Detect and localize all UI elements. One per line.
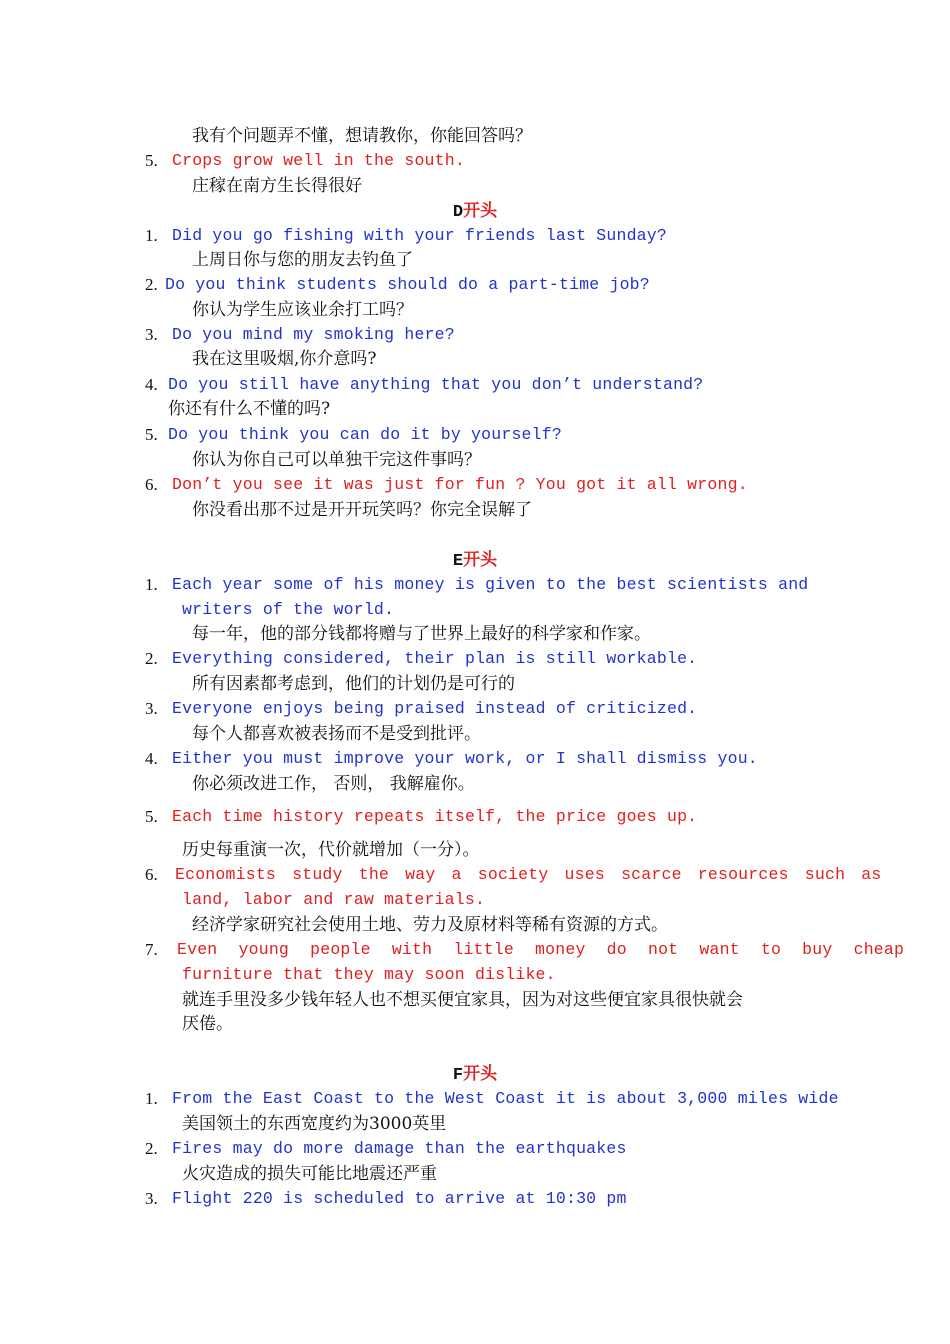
c-item-5-sentence: Crops grow well in the south. (172, 151, 465, 170)
section-heading-f (0, 1062, 950, 1088)
f-item-1-translation: 美国领土的东西宽度约为3000英里 (182, 1114, 447, 1134)
d-item-1-translation: 上周日你与您的朋友去钓鱼了 (192, 250, 413, 270)
d-item-4-sentence: Do you still have anything that you don’t understand? (168, 375, 704, 394)
e-item-4-number: 4. (145, 749, 158, 768)
c-item-5-number: 5. (145, 151, 158, 170)
section-heading-e (0, 548, 950, 574)
e-item-4-translation: 你必须改进工作， 否则， 我解雇你。 (192, 774, 475, 794)
e-item-4-sentence: Either you must improve your work, or I shall dismiss you. (172, 749, 758, 768)
section-heading-word: 开头 (463, 201, 498, 221)
d-item-2-translation: 你认为学生应该业余打工吗？ (192, 300, 413, 320)
e-item-6-translation: 经济学家研究社会使用土地、劳力及原材料等稀有资源的方式。 (192, 915, 668, 935)
e-item-7-translation: 就连手里没多少钱年轻人也不想买便宜家具，因为对这些便宜家具很快就会 (182, 990, 743, 1010)
section-heading-word: 开头 (463, 550, 498, 570)
d-item-5-sentence: Do you think you can do it by yourself? (168, 425, 562, 444)
f-item-3-number: 3. (145, 1189, 158, 1208)
e-item-1-translation: 每一年，他的部分钱都将赠与了世界上最好的科学家和作家。 (192, 624, 651, 644)
d-item-5-number: 5. (145, 425, 158, 444)
e-item-7-translation-cont: 厌倦。 (182, 1014, 233, 1034)
d-item-5-translation: 你认为你自己可以单独干完这件事吗？ (192, 450, 481, 470)
d-item-1-sentence: Did you go fishing with your friends last Sunday? (172, 226, 667, 245)
d-item-4-translation: 你还有什么不懂的吗? (168, 399, 331, 419)
d-item-4-number: 4. (145, 375, 158, 394)
e-item-6-sentence: Economists study the way a society uses scarce resources such as (175, 865, 882, 884)
section-letter: F (452, 1066, 464, 1085)
f-item-1-sentence: From the East Coast to the West Coast it is about 3,000 miles wide (172, 1089, 839, 1108)
c-item-5-translation: 庄稼在南方生长得很好 (192, 176, 362, 196)
e-item-1-number: 1. (145, 575, 158, 594)
d-item-6-sentence: Don’t you see it was just for fun ? You got it all wrong. (172, 475, 748, 494)
f-item-3-sentence: Flight 220 is scheduled to arrive at 10:30 pm (172, 1189, 627, 1208)
f-item-2-number: 2. (145, 1139, 158, 1158)
f-item-2-sentence: Fires may do more damage than the earthquakes (172, 1139, 627, 1158)
e-item-1-sentence: Each year some of his money is given to the best scientists and (172, 575, 809, 594)
e-item-6-number: 6. (145, 865, 158, 884)
f-item-2-translation: 火灾造成的损失可能比地震还严重 (182, 1164, 437, 1184)
section-heading-word: 开头 (463, 1064, 498, 1084)
d-item-6-number: 6. (145, 475, 158, 494)
e-item-1-sentence-cont: writers of the world. (182, 600, 395, 619)
e-item-3-sentence: Everyone enjoys being praised instead of criticized. (172, 699, 698, 718)
section-heading-d (0, 199, 950, 225)
c-item-4-translation: 我有个问题弄不懂，想请教你，你能回答吗？ (192, 126, 532, 146)
e-item-7-number: 7. (145, 940, 158, 959)
e-item-2-number: 2. (145, 649, 158, 668)
e-item-2-translation: 所有因素都考虑到，他们的计划仍是可行的 (192, 674, 515, 694)
d-item-2-sentence: Do you think students should do a part-time job? (165, 275, 650, 294)
e-item-7-sentence-cont: furniture that they may soon dislike. (182, 965, 556, 984)
e-item-2-sentence: Everything considered, their plan is still workable. (172, 649, 698, 668)
d-item-1-number: 1. (145, 226, 158, 245)
section-letter: D (452, 203, 464, 222)
d-item-2-number: 2. (145, 275, 158, 294)
e-item-7-sentence: Even young people with little money do not want to buy cheap (177, 940, 905, 959)
e-item-3-number: 3. (145, 699, 158, 718)
e-item-6-sentence-cont: land, labor and raw materials. (182, 890, 486, 909)
d-item-3-sentence: Do you mind my smoking here? (172, 325, 455, 344)
d-item-3-translation: 我在这里吸烟,你介意吗? (192, 349, 377, 369)
f-item-1-number: 1. (145, 1089, 158, 1108)
e-item-5-sentence: Each time history repeats itself, the price goes up. (172, 807, 698, 826)
section-letter: E (452, 552, 464, 571)
e-item-5-number: 5. (145, 807, 158, 826)
e-item-3-translation: 每个人都喜欢被表扬而不是受到批评。 (192, 724, 481, 744)
d-item-6-translation: 你没看出那不过是开开玩笑吗？你完全误解了 (192, 500, 532, 520)
e-item-5-translation: 历史每重演一次，代价就增加（一分）。 (182, 840, 480, 860)
d-item-3-number: 3. (145, 325, 158, 344)
